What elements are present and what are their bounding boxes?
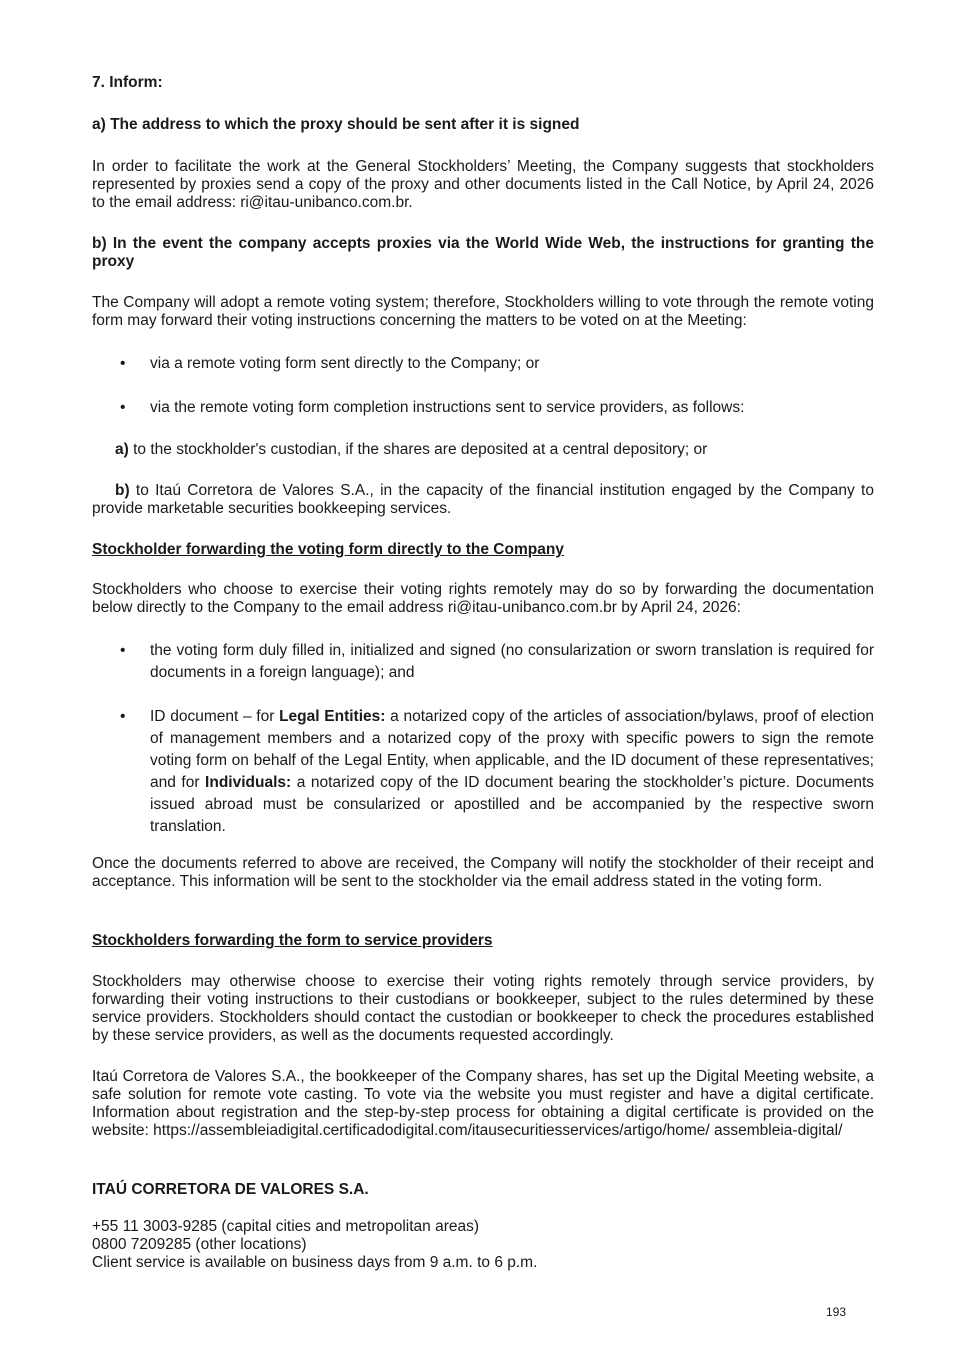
direct-intro: Stockholders who choose to exercise their voting rights remotely may do so by forwarding the documentation below directly to the Company to the email address ri@itau-unibanco.com.br by April 24, 2026:	[92, 581, 874, 616]
providers-para2: Itaú Corretora de Valores S.A., the bookkeeper of the Company shares, has set up the Digital Meeting website, a safe solution for remote vote casting. To vote via the website you must register and have a digital certificate. Information about registration and the step-by-step process for obtaining a digital certificate is provided on the website: https://assembleiadigital.certificadodigital.com/itausecuritiesservices/artigo/home/ assembleia-digital/	[92, 1068, 874, 1139]
bullet2-pre: ID document – for	[150, 708, 275, 725]
section-heading: 7. Inform:	[92, 74, 163, 91]
legal-entities-label: Legal Entities:	[279, 708, 386, 725]
list-item	[92, 706, 874, 838]
item-b-heading: b) In the event the company accepts proxies via the World Wide Web, the instructions for granting the proxy	[92, 235, 874, 270]
sub-item-a	[92, 441, 874, 459]
bullet-text: via a remote voting form sent directly to the Company; or	[150, 355, 540, 372]
contact-hours: Client service is available on business days from 9 a.m. to 6 p.m.	[92, 1254, 538, 1271]
bullet-icon: •	[120, 355, 126, 372]
contact-phone-capitals: +55 11 3003-9285 (capital cities and metropolitan areas)	[92, 1218, 480, 1235]
sub-item-b-label: b)	[115, 482, 130, 499]
bullet-text: the voting form duly filled in, initialized and signed (no consularization or sworn translation is required for documents in a foreign language); and	[150, 642, 874, 681]
direct-closing: Once the documents referred to above are received, the Company will notify the stockholder of their receipt and acceptance. This information will be sent to the stockholder via the email address stated in the voting form.	[92, 855, 874, 890]
bullet-text: via the remote voting form completion instructions sent to service providers, as follows:	[150, 399, 745, 416]
page-number: 193	[826, 1305, 847, 1319]
list-item	[92, 353, 874, 375]
item-b-paragraph: The Company will adopt a remote voting system; therefore, Stockholders willing to vote through the remote voting form may forward their voting instructions concerning the matters to be voted on at the Meeting:	[92, 294, 874, 329]
sub-item-b-text: to Itaú Corretora de Valores S.A., in the capacity of the financial institution engaged by the Company to provide marketable securities bookkeeping services.	[92, 482, 874, 517]
bullet2-mid: a notarized copy of the articles of association/bylaws, proof of election of management members and a notarized copy of the proxy with specific powers to sign the remote voting form on behalf of the Legal Entity, when applicable, and the ID document of these representatives; and for	[150, 708, 874, 791]
bullet-icon: •	[120, 399, 126, 416]
providers-heading: Stockholders forwarding the form to service providers	[92, 932, 493, 949]
direct-heading: Stockholder forwarding the voting form directly to the Company	[92, 541, 564, 558]
contact-block	[92, 1218, 874, 1272]
item-a-heading: a) The address to which the proxy should be sent after it is signed	[92, 116, 580, 133]
list-item	[92, 640, 874, 684]
bullet-text	[150, 706, 874, 838]
individuals-label: Individuals:	[205, 774, 292, 791]
item-a-paragraph: In order to facilitate the work at the General Stockholders’ Meeting, the Company suggests that stockholders represented by proxies send a copy of the proxy and other documents listed in the Call Notice, by April 24, 2026 to the email address: ri@itau-unibanco.com.br.	[92, 158, 874, 211]
sub-item-a-label: a)	[115, 441, 129, 458]
contact-phone-other: 0800 7209285 (other locations)	[92, 1236, 307, 1253]
bullet-icon: •	[120, 708, 126, 725]
sub-item-b	[92, 482, 874, 518]
sub-item-a-text: to the stockholder's custodian, if the shares are deposited at a central depository; or	[133, 441, 708, 458]
bullet-icon: •	[120, 642, 126, 659]
contact-name: ITAÚ CORRETORA DE VALORES S.A.	[92, 1181, 369, 1198]
list-item	[92, 397, 874, 419]
providers-para1: Stockholders may otherwise choose to exercise their voting rights remotely through service providers, by forwarding their voting instructions to their custodians or bookkeeper, subject to the rules determined by these service providers. Stockholders should contact the custodian or bookkeeper to check the procedures established by these service providers, as well as the documents requested accordingly.	[92, 973, 874, 1044]
bullet2-post: a notarized copy of the ID document bearing the stockholder’s picture. Documents issued abroad must be consularized or apostilled and be accompanied by the respective sworn translation.	[150, 774, 875, 835]
